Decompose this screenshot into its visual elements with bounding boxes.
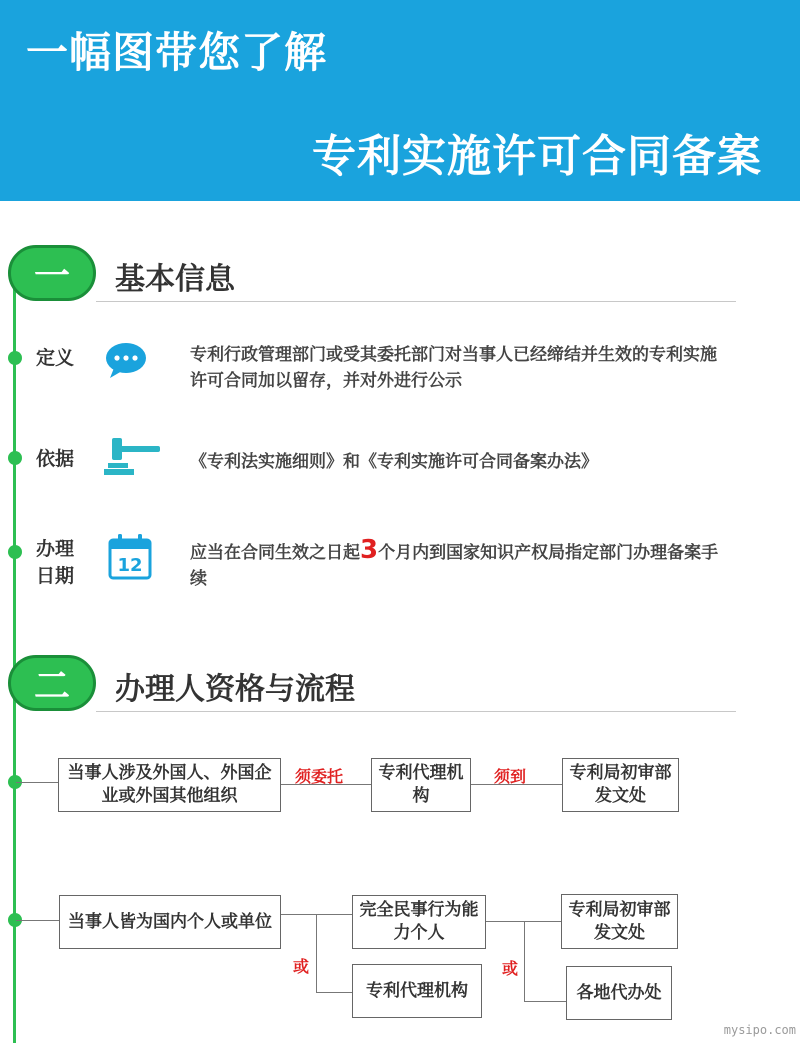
connector-line — [316, 992, 352, 993]
deadline-months-highlight: 3 — [360, 535, 379, 565]
timeline-dot — [8, 351, 22, 365]
timeline-line — [13, 272, 16, 1043]
flow2-or-label-1: 或 — [293, 957, 310, 976]
definition-text: 专利行政管理部门或受其委托部门对当事人已经缔结并生效的专利实施许可合同加以留存，并对外进行公示 — [190, 345, 717, 391]
connector-line — [524, 921, 561, 922]
deadline-label-line2: 日期 — [36, 565, 75, 587]
watermark: mysipo.com — [723, 1023, 796, 1037]
flow2-start-box: 当事人皆为国内个人或单位 — [59, 895, 281, 949]
header-title-line1: 一幅图带您了解 — [26, 28, 328, 77]
flow2-or-label-2: 或 — [502, 959, 519, 978]
connector-line — [316, 914, 352, 915]
deadline-text — [190, 537, 730, 592]
flow1-start-box: 当事人涉及外国人、外国企业或外国其他组织 — [58, 758, 281, 812]
flow1-connector-label-1: 须委托 — [295, 767, 344, 786]
connector-line — [486, 921, 524, 922]
section1-divider — [96, 301, 736, 302]
definition-label: 定义 — [36, 347, 75, 369]
flow1-middle-box: 专利代理机构 — [371, 758, 471, 812]
flow1-connector-label-2: 须到 — [494, 767, 527, 786]
connector-line — [524, 921, 525, 1001]
chat-bubble-icon — [104, 340, 148, 384]
timeline-dot — [8, 545, 22, 559]
header-title-line2: 专利实施许可合同备案 — [312, 131, 762, 182]
section2-number: 二 — [33, 664, 70, 707]
section2-title: 办理人资格与流程 — [115, 672, 355, 707]
calendar-icon — [108, 534, 152, 584]
flow2-end-a-box: 专利局初审部发文处 — [561, 894, 678, 949]
flow2-option-b-box: 专利代理机构 — [352, 964, 482, 1018]
connector-line — [524, 1001, 566, 1002]
deadline-label-line1: 办理 — [36, 538, 75, 560]
calendar-day: 12 — [117, 555, 143, 576]
deadline-text-after: 个月内到国家知识产权局指定部门办理备案手续 — [190, 543, 719, 589]
section1-badge — [8, 245, 96, 301]
basis-text: 《专利法实施细则》和《专利实施许可合同备案办法》 — [190, 452, 598, 472]
connector-line — [16, 920, 59, 921]
header-banner — [0, 0, 800, 201]
connector-line — [16, 782, 58, 783]
gavel-icon — [104, 436, 164, 480]
section2-divider — [96, 711, 736, 712]
flow2-option-a-box: 完全民事行为能力个人 — [352, 895, 486, 949]
section2-badge — [8, 655, 96, 711]
flow1-end-box: 专利局初审部发文处 — [562, 758, 679, 812]
connector-line — [281, 914, 316, 915]
basis-label: 依据 — [36, 448, 75, 470]
section1-title: 基本信息 — [115, 262, 235, 297]
connector-line — [316, 914, 317, 992]
deadline-text-before: 应当在合同生效之日起 — [190, 543, 360, 563]
flow2-end-b-box: 各地代办处 — [566, 966, 672, 1020]
timeline-dot — [8, 451, 22, 465]
section1-number: 一 — [33, 254, 70, 297]
